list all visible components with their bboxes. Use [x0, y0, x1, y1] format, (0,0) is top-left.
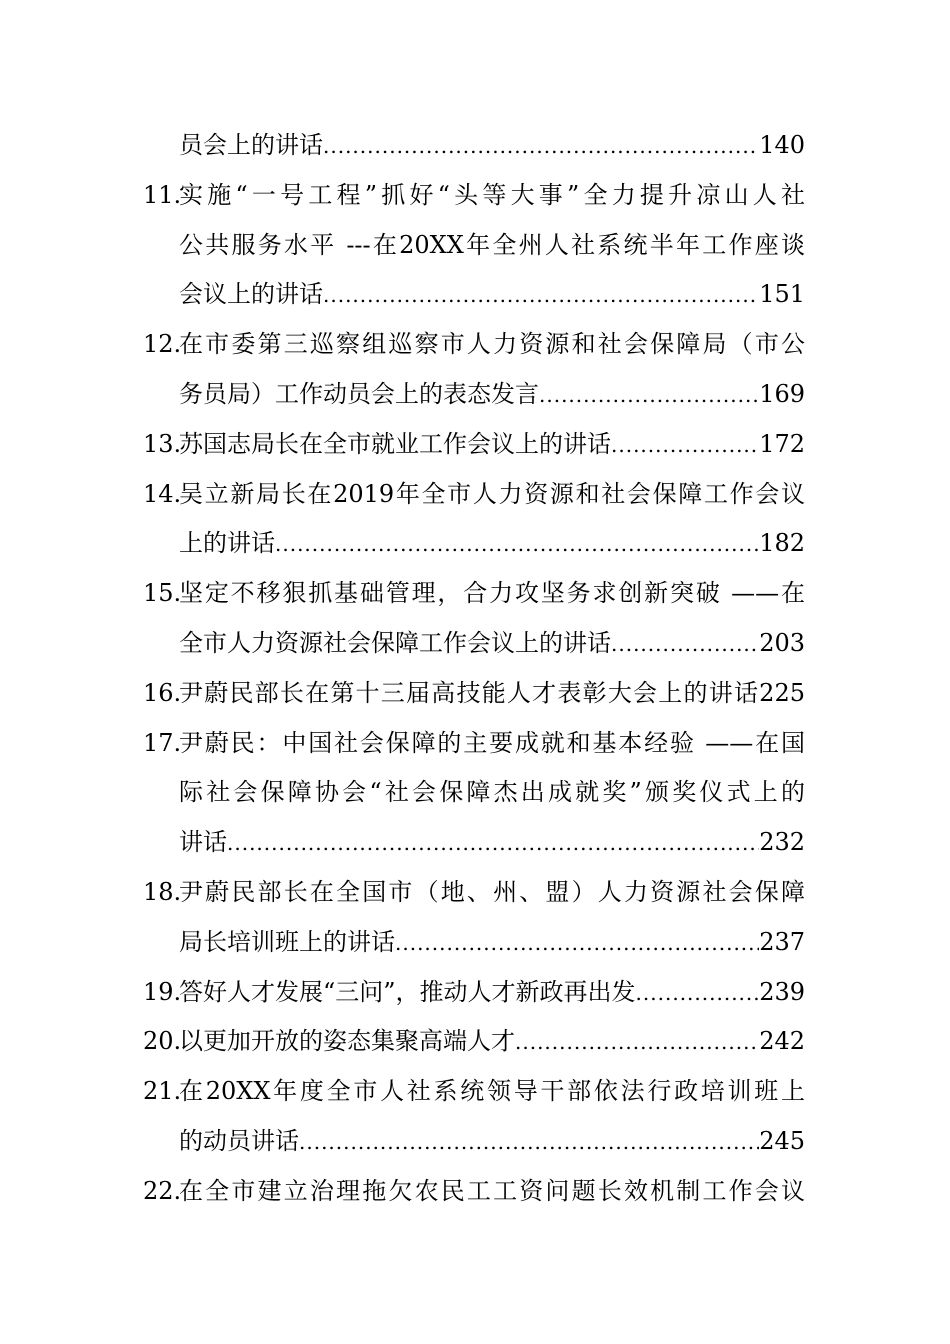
toc-line	[0, 817, 950, 867]
toc-line	[0, 1016, 950, 1066]
toc-entry-title: 的动员讲话	[179, 1127, 299, 1155]
toc-entry-text-with-leader[interactable]	[179, 120, 805, 171]
toc-entry-text-with-leader[interactable]	[179, 967, 805, 1018]
dot-leader	[275, 519, 759, 569]
toc-entry-title[interactable]: 坚定不移狠抓基础管理，合力攻坚务求创新突破 ——在	[179, 579, 805, 608]
toc-line	[0, 469, 950, 519]
dot-leader	[395, 918, 759, 968]
dot-leader	[611, 420, 759, 470]
toc-line	[0, 1116, 950, 1166]
toc-entry-text-with-leader[interactable]	[179, 1016, 805, 1067]
dot-leader	[539, 370, 759, 420]
toc-line	[0, 269, 950, 319]
toc-entry-text-with-leader[interactable]	[179, 917, 805, 968]
toc-page-number: 151	[759, 280, 805, 309]
toc-line	[0, 369, 950, 419]
dot-leader	[611, 619, 759, 669]
toc-entry-number: 12.	[143, 330, 182, 359]
toc-entry-title[interactable]: 公共服务水平 ---在20XX年全州人社系统半年工作座谈	[179, 230, 805, 259]
toc-entry-title[interactable]: 在20XX年度全市人社系统领导干部依法行政培训班上	[179, 1077, 805, 1106]
dot-leader	[323, 270, 759, 320]
toc-line	[0, 220, 950, 270]
toc-entry-text-with-leader[interactable]	[179, 369, 805, 420]
toc-line	[0, 718, 950, 768]
toc-entry-number: 19.	[143, 977, 182, 1006]
toc-line	[0, 917, 950, 967]
toc-entry-title[interactable]: 尹蔚民：中国社会保障的主要成就和基本经验 ——在国	[179, 728, 805, 757]
toc-entry-number: 21.	[143, 1077, 182, 1106]
toc-page-number: 182	[759, 529, 805, 558]
dot-leader	[515, 1017, 759, 1067]
toc-line	[0, 120, 950, 170]
toc-entry-text-with-leader[interactable]	[179, 817, 805, 868]
toc-entry-title: 全市人力资源社会保障工作会议上的讲话	[179, 629, 611, 657]
toc-entry-number: 18.	[143, 878, 182, 906]
toc-entry-title[interactable]: 尹蔚民部长在全国市（地、州、盟）人力资源社会保障	[179, 878, 805, 906]
dot-leader	[299, 1117, 759, 1167]
toc-line	[0, 618, 950, 668]
toc-page-number: 169	[759, 380, 805, 408]
dot-leader	[227, 818, 759, 868]
toc-entry-text-with-leader[interactable]	[179, 1116, 805, 1167]
toc-entry-text-with-leader[interactable]	[179, 618, 805, 669]
toc-line	[0, 668, 950, 718]
toc-entry-title: 务员局）工作动员会上的表态发言	[179, 380, 539, 408]
toc-entry-text-with-leader[interactable]	[179, 419, 805, 470]
toc-line	[0, 419, 950, 469]
toc-entry-title[interactable]: 吴立新局长在2019年全市人力资源和社会保障工作会议	[179, 479, 805, 508]
toc-entry-number: 22.	[143, 1176, 182, 1205]
toc-entry-title: 答好人才发展“三问”，推动人才新政再出发	[179, 977, 636, 1006]
toc-line	[0, 767, 950, 817]
toc-entry-number: 13.	[143, 429, 182, 458]
toc-line	[0, 568, 950, 618]
toc-entry-number: 14.	[143, 479, 182, 508]
toc-line	[0, 170, 950, 220]
toc-page-number: 245	[759, 1127, 805, 1155]
toc-entry-title: 苏国志局长在全市就业工作会议上的讲话	[179, 429, 611, 458]
toc-entry-number: 11.	[143, 180, 182, 209]
toc-line	[0, 319, 950, 369]
dot-leader	[636, 968, 760, 1018]
toc-page-number: 172	[759, 429, 805, 458]
dot-leader	[323, 121, 759, 171]
toc-entry-text-with-leader[interactable]	[179, 269, 805, 320]
toc-entry-title[interactable]: 在市委第三巡察组巡察市人力资源和社会保障局（市公	[179, 330, 805, 359]
toc-page-number: 232	[759, 828, 805, 857]
toc-line	[0, 518, 950, 568]
toc-entry-title: 局长培训班上的讲话	[179, 927, 395, 956]
toc-entry-title[interactable]: 在全市建立治理拖欠农民工工资问题长效机制工作会议	[179, 1176, 805, 1205]
toc-entry-title: 会议上的讲话	[179, 280, 323, 309]
toc-page-number: 239	[759, 977, 805, 1006]
toc-entry-number: 15.	[143, 579, 182, 608]
toc-line	[0, 1066, 950, 1116]
toc-entry-title[interactable]: 实施“一号工程”抓好“头等大事”全力提升凉山人社	[179, 180, 805, 209]
toc-entry-number: 16.	[143, 678, 182, 707]
toc-entry-title[interactable]: 际社会保障协会“社会保障杰出成就奖”颁奖仪式上的	[179, 778, 805, 807]
toc-page-number: 237	[759, 927, 805, 956]
toc-line	[0, 967, 950, 1017]
toc-entry-number: 17.	[143, 728, 182, 757]
toc-entry-title: 讲话	[179, 828, 227, 857]
toc-entry-text-with-leader[interactable]	[179, 518, 805, 569]
toc-entry-title[interactable]: 尹蔚民部长在第十三届高技能人才表彰大会上的讲话225	[179, 678, 805, 707]
toc-entry-title: 上的讲话	[179, 529, 275, 558]
toc-entry-number: 20.	[143, 1027, 182, 1056]
toc-page-number: 242	[759, 1027, 805, 1056]
toc-entry-title: 以更加开放的姿态集聚高端人才	[179, 1027, 515, 1056]
toc-line	[0, 1166, 950, 1216]
toc-entry-title: 员会上的讲话	[179, 131, 323, 159]
toc-page-number: 140	[759, 131, 805, 159]
toc-page-number: 203	[759, 629, 805, 657]
toc-line	[0, 867, 950, 917]
